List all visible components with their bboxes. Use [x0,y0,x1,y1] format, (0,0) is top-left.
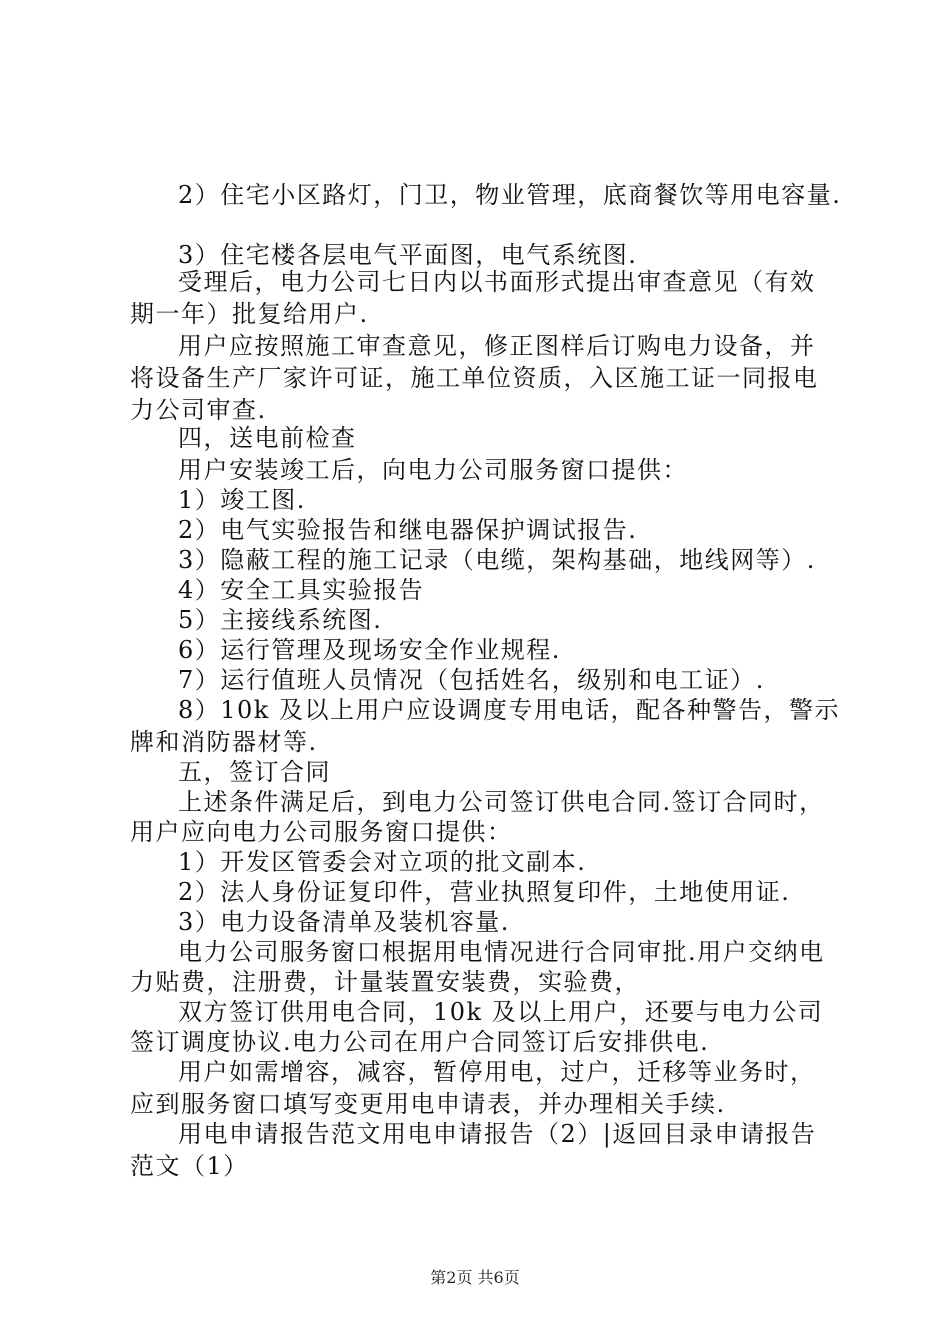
text-line: 力公司审查. [130,396,267,424]
text-line: 范文（1） [130,1152,249,1180]
text-line: 用电申请报告范文用电申请报告（2）|返回目录申请报告 [178,1120,817,1148]
list-item: 7）运行值班人员情况（包括姓名，级别和电工证）. [178,666,765,694]
text-line: 电力公司服务窗口根据用电情况进行合同审批.用户交纳电 [178,938,825,966]
text-line: 将设备生产厂家许可证，施工单位资质，入区施工证一同报电 [130,364,819,392]
list-item: 6）运行管理及现场安全作业规程. [178,636,561,664]
list-item: 3）隐蔽工程的施工记录（电缆，架构基础，地线网等）. [178,546,816,574]
text-line: 上述条件满足后，到电力公司签订供电合同.签订合同时， [178,788,825,816]
list-item: 3）电力设备清单及装机容量. [178,908,510,936]
text-line: 期一年）批复给用户. [130,300,369,328]
text-line: 应到服务窗口填写变更用电申请表，并办理相关手续. [130,1090,726,1118]
list-item: 8）10k 及以上用户应设调度专用电话，配各种警告，警示 [178,696,840,724]
text-line: 用户应向电力公司服务窗口提供： [130,818,513,846]
text-line: 用户如需增容，减容，暂停用电，过户，迁移等业务时， [178,1058,816,1086]
list-item: 2）法人身份证复印件，营业执照复印件，土地使用证. [178,878,791,906]
section-heading: 四，送电前检查 [178,424,357,452]
text-line: 3）住宅楼各层电气平面图，电气系统图. [178,241,638,269]
text-line: 签订调度协议.电力公司在用户合同签订后安排供电. [130,1028,710,1056]
text-line: 力贴费，注册费，计量装置安装费，实验费， [130,968,640,996]
text-line: 双方签订供用电合同，10k 及以上用户，还要与电力公司 [178,998,824,1026]
list-item: 2）电气实验报告和继电器保护调试报告. [178,516,638,544]
section-heading: 五，签订合同 [178,758,331,786]
list-item: 5）主接线系统图. [178,606,383,634]
text-line: 牌和消防器材等. [130,728,318,756]
list-item: 1）开发区管委会对立项的批文副本. [178,848,587,876]
list-item: 4）安全工具实验报告 [178,576,425,604]
text-line: 受理后，电力公司七日内以书面形式提出审查意见（有效 [178,268,816,296]
page-footer: 第2页 共6页 [430,1268,520,1287]
text-line: 用户安装竣工后，向电力公司服务窗口提供： [178,456,688,484]
list-item: 1）竣工图. [178,486,306,514]
text-line: 2）住宅小区路灯，门卫，物业管理，底商餐饮等用电容量. [178,181,842,209]
text-line: 用户应按照施工审查意见，修正图样后订购电力设备，并 [178,332,816,360]
